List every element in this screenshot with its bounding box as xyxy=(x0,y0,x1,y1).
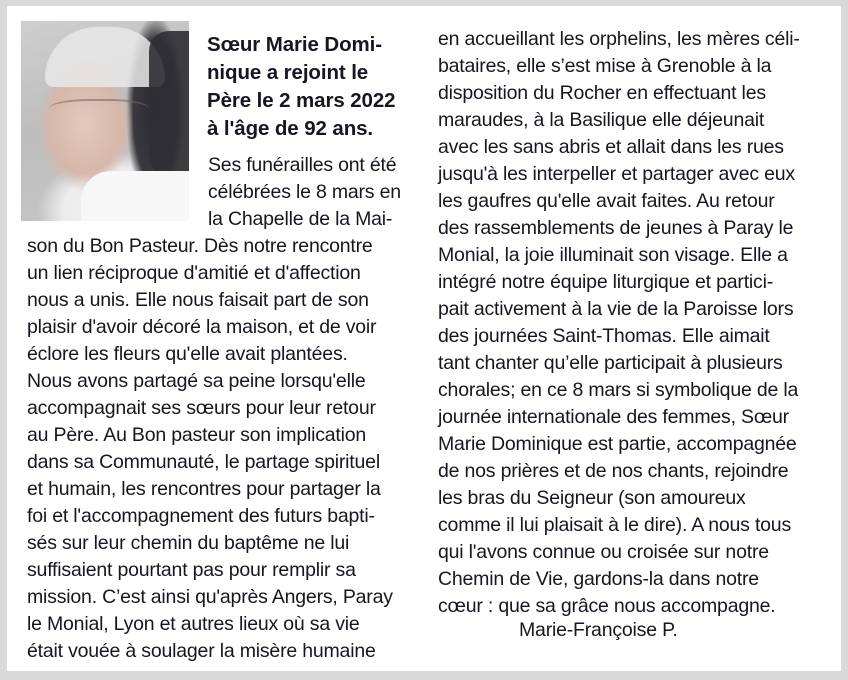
body-line: Ses funérailles ont été xyxy=(208,154,397,176)
body-line: célébrées le 8 mars en xyxy=(208,181,401,203)
body-line: les bras du Seigneur (son amoureux xyxy=(438,487,746,509)
body-line: Marie Dominique est partie, accompagnée xyxy=(438,433,797,455)
body-line: qui l'avons connue ou croisée sur notre xyxy=(438,541,769,563)
photo-hood-shape xyxy=(149,31,189,191)
body-line: éclore les fleurs qu'elle avait plantées. xyxy=(27,343,348,365)
portrait-photo xyxy=(21,21,189,221)
body-line: dans sa Communauté, le partage spirituel xyxy=(27,451,380,473)
body-line: pait activement à la vie de la Paroisse lors xyxy=(438,298,794,320)
body-line: au Père. Au Bon pasteur son implication xyxy=(27,424,367,446)
body-line: chorales; en ce 8 mars si symbolique de la xyxy=(438,379,799,401)
title-line: Sœur Marie Domi- xyxy=(207,33,382,56)
body-line: cœur : que sa grâce nous accompagne. xyxy=(438,595,776,617)
body-line: des journées Saint-Thomas. Elle aimait xyxy=(438,325,770,347)
body-line: en accueillant les orphelins, les mères céli- xyxy=(438,28,800,50)
body-line: plaisir d'avoir décoré la maison, et de voir xyxy=(27,316,377,338)
body-line: Chemin de Vie, gardons-la dans notre xyxy=(438,568,759,590)
body-line: des rassemblements de jeunes à Paray le xyxy=(438,217,794,239)
body-line: de nos prières et de nos chants, rejoindre xyxy=(438,460,789,482)
body-line: accompagnait ses sœurs pour leur retour xyxy=(27,397,376,419)
body-line: Monial, la joie illuminait son visage. Elle a xyxy=(438,244,788,266)
body-line: nous a unis. Elle nous faisait part de son xyxy=(27,289,369,311)
body-line: foi et l'accompagnement des futurs bapti- xyxy=(27,505,375,527)
body-line: avec les sans abris et allait dans les rues xyxy=(438,136,784,158)
body-line: suffisaient pourtant pas pour remplir sa xyxy=(27,559,356,581)
body-line: journée internationale des femmes, Sœur xyxy=(438,406,789,428)
body-line: le Monial, Lyon et autres lieux où sa vie xyxy=(27,613,360,635)
body-line: intégré notre équipe liturgique et partici- xyxy=(438,271,774,293)
title-line: à l'âge de 92 ans. xyxy=(207,117,374,140)
photo-collar-shape xyxy=(81,171,189,221)
body-line: comme il lui plaisait à le dire). A nous tous xyxy=(438,514,792,536)
body-line: mission. C’est ainsi qu'après Angers, Paray xyxy=(27,586,393,608)
body-line: tant chanter qu’elle participait à plusieurs xyxy=(438,352,783,374)
body-line: la Chapelle de la Mai- xyxy=(208,208,393,230)
body-line: un lien réciproque d'amitié et d'affection xyxy=(27,262,361,284)
body-line: jusqu'à les interpeller et partager avec eux xyxy=(438,163,795,185)
signature: Marie-Françoise P. xyxy=(519,619,678,641)
body-line: et humain, les rencontres pour partager la xyxy=(27,478,381,500)
body-line: sés sur leur chemin du baptême ne lui xyxy=(27,532,350,554)
body-line: maraudes, à la Basilique elle déjeunait xyxy=(438,109,765,131)
body-line: disposition du Rocher en effectuant les xyxy=(438,82,766,104)
title-line: nique a rejoint le xyxy=(207,61,369,84)
photo-glasses-shape xyxy=(49,99,149,123)
body-line: était vouée à soulager la misère humaine xyxy=(27,640,376,662)
body-line: son du Bon Pasteur. Dès notre rencontre xyxy=(27,235,373,257)
body-line: les gaufres qu'elle avait faites. Au retour xyxy=(438,190,775,212)
body-line: bataires, elle s’est mise à Grenoble à la xyxy=(438,55,772,77)
photo-veil-shape xyxy=(45,27,165,87)
body-line: Nous avons partagé sa peine lorsqu'elle xyxy=(27,370,366,392)
title-line: Père le 2 mars 2022 xyxy=(207,89,396,112)
